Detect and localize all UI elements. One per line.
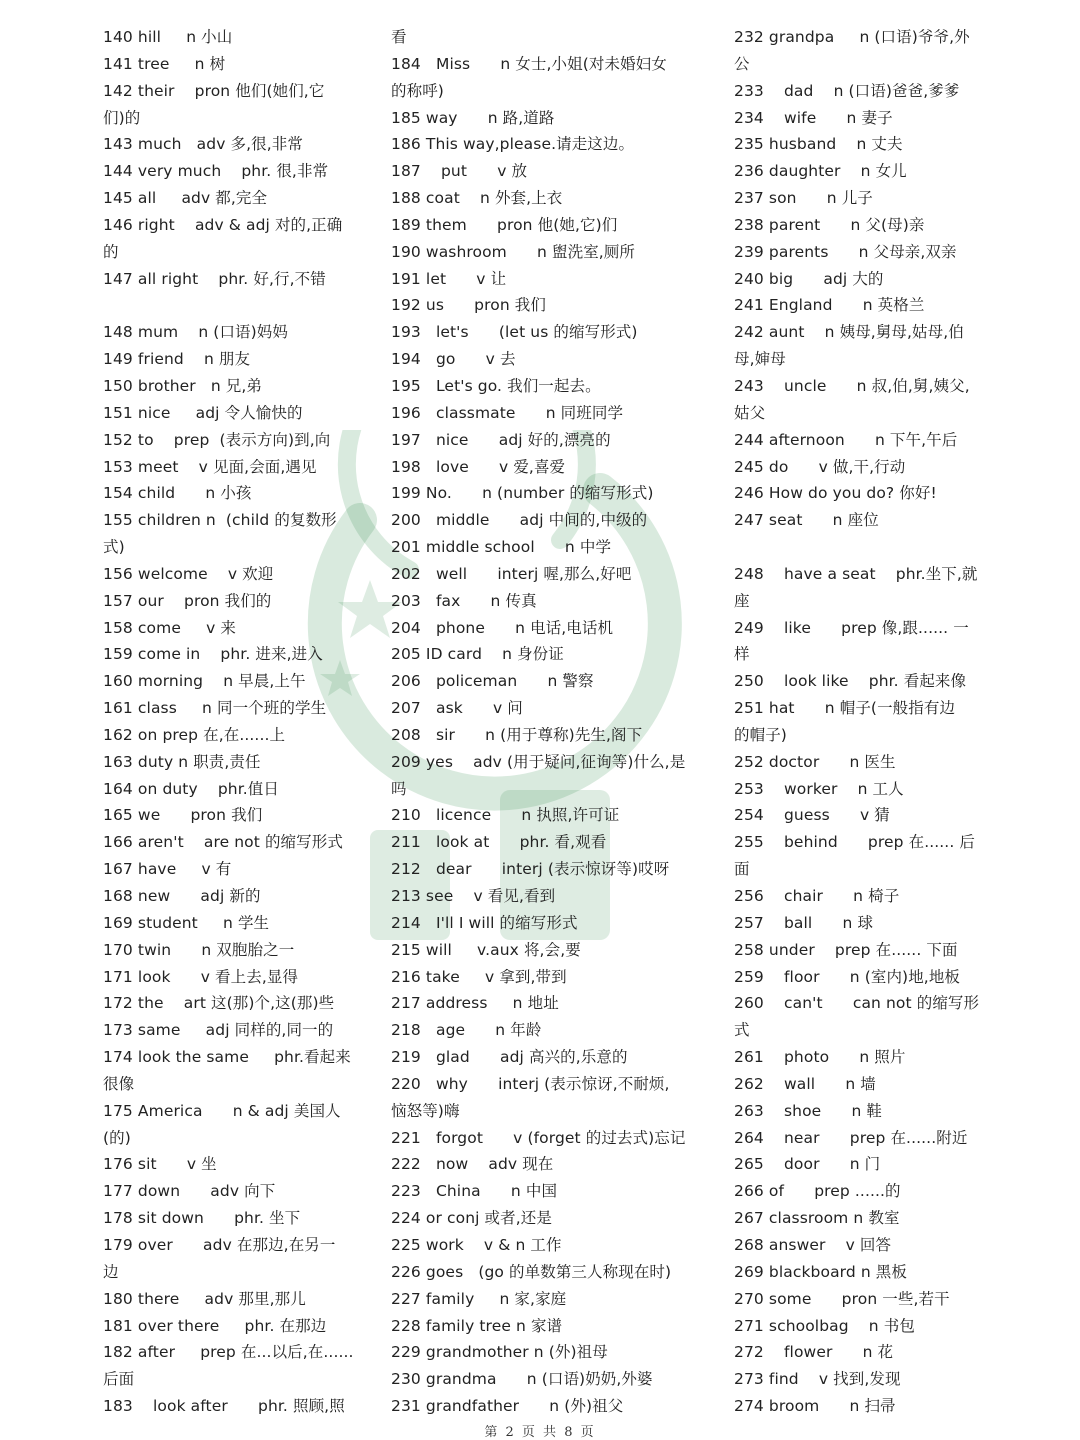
vocab-line: 154 child n 小孩 (103, 484, 252, 503)
vocab-line: 225 work v & n 工作 (391, 1235, 562, 1254)
vocab-line: 248 have a seat phr.坐下,就 (734, 564, 978, 583)
vocab-line: 147 all right phr. 好,行,不错 (103, 269, 326, 288)
vocab-line: 212 dear interj (表示惊讶等)哎呀 (391, 860, 670, 879)
vocab-line: 257 ball n 球 (734, 913, 874, 932)
vocab-line: 210 licence n 执照,许可证 (391, 806, 620, 825)
vocab-line: 162 on prep 在,在......上 (103, 725, 286, 744)
vocab-line: 232 grandpa n (口语)爷爷,外 (734, 28, 970, 46)
page-footer: 第 2 页 共 8 页 (484, 1425, 596, 1440)
vocab-line: 193 let's (let us 的缩写形式) (391, 323, 638, 342)
vocab-line: 189 them pron 他(她,它)们 (391, 215, 618, 234)
vocab-line: 202 well interj 喔,那么,好吧 (391, 564, 632, 583)
vocab-line: 公 (734, 54, 750, 73)
vocab-line: 240 big adj 大的 (734, 269, 884, 288)
vocab-line: 251 hat n 帽子(一般指有边 (734, 699, 956, 718)
vocab-line: 252 doctor n 医生 (734, 752, 896, 771)
vocab-line: 245 do v 做,干,行动 (734, 457, 906, 476)
vocab-line: 式) (103, 538, 125, 557)
vocab-line: 250 look like phr. 看起来像 (734, 672, 967, 691)
vocab-line: 158 come v 来 (103, 618, 236, 637)
vocab-line: 们)的 (103, 108, 141, 127)
vocab-line: 式 (734, 1021, 750, 1040)
vocab-line: 后面 (103, 1370, 135, 1389)
vocab-line: 母,婶母 (734, 350, 786, 369)
vocab-line: 217 address n 地址 (391, 994, 559, 1013)
vocab-line: 243 uncle n 叔,伯,舅,姨父, (734, 376, 970, 395)
vocab-line: 197 nice adj 好的,漂亮的 (391, 430, 611, 449)
vocab-line: 260 can't can not 的缩写形 (734, 994, 980, 1013)
vocab-line: 145 all adv 都,完全 (103, 189, 268, 208)
vocab-line: 222 now adv 现在 (391, 1155, 554, 1174)
vocab-line: 面 (734, 860, 750, 879)
vocab-line: 恼怒等)嗨 (391, 1101, 460, 1120)
vocab-line: 198 love v 爱,喜爱 (391, 457, 566, 476)
vocab-line: 182 after prep 在...以后,在...... (103, 1343, 354, 1362)
vocab-line: 208 sir n (用于尊称)先生,阁下 (391, 725, 643, 744)
vocab-line: 242 aunt n 姨母,舅母,姑母,伯 (734, 323, 964, 342)
vocab-line: 227 family n 家,家庭 (391, 1289, 567, 1308)
vocab-line: 201 middle school n 中学 (391, 538, 612, 557)
vocab-line: 148 mum n (口语)妈妈 (103, 323, 288, 342)
vocab-line: 211 look at phr. 看,观看 (391, 833, 607, 852)
vocab-line: 271 schoolbag n 书包 (734, 1316, 915, 1335)
vocab-line: 155 children n (child 的复数形 (103, 511, 337, 530)
vocab-line: 254 guess v 猜 (734, 806, 890, 825)
vocab-line: 边 (103, 1262, 119, 1281)
vocab-line: 161 class n 同一个班的学生 (103, 699, 327, 718)
vocab-line: 196 classmate n 同班同学 (391, 403, 624, 422)
vocabulary-columns (0, 24, 1080, 1414)
vocab-line: 205 ID card n 身份证 (391, 645, 564, 664)
vocab-line: 199 No. n (number 的缩写形式) (391, 484, 654, 503)
vocab-line: 192 us pron 我们 (391, 296, 546, 315)
vocab-line: 258 under prep 在...... 下面 (734, 940, 958, 959)
vocab-line: 213 see v 看见,看到 (391, 887, 556, 905)
vocab-line: 188 coat n 外套,上衣 (391, 189, 563, 208)
vocab-line: 179 over adv 在那边,在另一 (103, 1235, 336, 1254)
vocab-line: 164 on duty phr.值日 (103, 779, 280, 798)
vocab-line: 238 parent n 父(母)亲 (734, 215, 925, 234)
vocab-line: 268 answer v 回答 (734, 1235, 892, 1254)
vocab-line: 256 chair n 椅子 (734, 887, 900, 905)
vocab-line: 215 will v.aux 将,会,要 (391, 940, 581, 959)
vocab-line: 220 why interj (表示惊讶,不耐烦, (391, 1074, 670, 1093)
vocab-line: 216 take v 拿到,带到 (391, 967, 567, 986)
vocab-line: 的 (103, 242, 119, 261)
vocab-line: 175 America n & adj 美国人 (103, 1101, 341, 1120)
vocab-line: 185 way n 路,道路 (391, 108, 555, 127)
vocab-line: 224 or conj 或者,还是 (391, 1209, 552, 1228)
vocab-line: 234 wife n 妻子 (734, 108, 893, 127)
vocab-line: 246 How do you do? 你好! (734, 484, 937, 503)
vocab-line: 273 find v 找到,发现 (734, 1370, 901, 1389)
vocab-line (103, 292, 365, 319)
vocab-column-2 (391, 24, 707, 1420)
vocab-column-1 (103, 24, 365, 1420)
vocab-line: 207 ask v 问 (391, 699, 523, 718)
vocab-line: 181 over there phr. 在那边 (103, 1316, 327, 1335)
vocab-line: 270 some pron 一些,若干 (734, 1289, 950, 1308)
vocab-line: 226 goes (go 的单数第三人称现在时) (391, 1262, 672, 1281)
vocab-line: 座 (734, 591, 750, 610)
vocab-line: 166 aren't are not 的缩写形式 (103, 833, 343, 852)
vocab-line: 209 yes adv (用于疑问,征询等)什么,是 (391, 752, 686, 771)
vocab-line: 230 grandma n (口语)奶奶,外婆 (391, 1370, 653, 1389)
vocab-line: 168 new adj 新的 (103, 887, 261, 905)
vocab-line: 239 parents n 父母亲,双亲 (734, 242, 957, 261)
vocab-line: 157 our pron 我们的 (103, 591, 272, 610)
vocab-line: 167 have v 有 (103, 860, 232, 879)
vocab-line: 204 phone n 电话,电话机 (391, 618, 614, 637)
vocab-line: 269 blackboard n 黑板 (734, 1262, 907, 1281)
vocab-line: 223 China n 中国 (391, 1182, 558, 1201)
vocab-line: 266 of prep ......的 (734, 1182, 901, 1201)
vocab-line: 247 seat n 座位 (734, 511, 879, 530)
vocab-line: 231 grandfather n (外)祖父 (391, 1397, 624, 1416)
vocab-line: 235 husband n 丈夫 (734, 135, 903, 154)
vocab-line: 156 welcome v 欢迎 (103, 564, 274, 583)
vocab-line: 184 Miss n 女士,小姐(对未婚妇女 (391, 54, 667, 73)
vocab-line: 187 put v 放 (391, 162, 528, 181)
vocab-line: 177 down adv 向下 (103, 1182, 276, 1201)
vocab-line: 229 grandmother n (外)祖母 (391, 1343, 608, 1362)
vocab-line: 221 forgot v (forget 的过去式)忘记 (391, 1128, 686, 1147)
vocab-line: 150 brother n 兄,弟 (103, 376, 263, 395)
vocab-line: 165 we pron 我们 (103, 806, 263, 825)
vocab-line: 233 dad n (口语)爸爸,爹爹 (734, 81, 960, 100)
vocab-line: 267 classroom n 教室 (734, 1209, 900, 1228)
vocab-line: 样 (734, 645, 750, 664)
vocab-line: 174 look the same phr.看起来 (103, 1048, 351, 1067)
vocab-line: 178 sit down phr. 坐下 (103, 1209, 301, 1228)
vocab-line: 203 fax n 传真 (391, 591, 537, 610)
vocab-line: 140 hill n 小山 (103, 28, 233, 46)
vocab-line: 看 (391, 28, 407, 46)
vocab-line: 141 tree n 树 (103, 54, 226, 73)
vocab-line: 153 meet v 见面,会面,遇见 (103, 457, 317, 476)
vocab-line: 259 floor n (室内)地,地板 (734, 967, 961, 986)
vocab-line: 173 same adj 同样的,同一的 (103, 1021, 334, 1040)
vocab-line: 169 student n 学生 (103, 913, 270, 932)
vocab-line: 很像 (103, 1074, 135, 1093)
vocab-line: 236 daughter n 女儿 (734, 162, 907, 181)
vocab-line: 218 age n 年龄 (391, 1021, 542, 1040)
vocab-line: 237 son n 儿子 (734, 189, 873, 208)
vocab-line: 172 the art 这(那)个,这(那)些 (103, 994, 335, 1013)
vocab-line: 152 to prep (表示方向)到,向 (103, 430, 331, 449)
vocab-line: 160 morning n 早晨,上午 (103, 672, 306, 691)
vocab-line: 261 photo n 照片 (734, 1048, 906, 1067)
vocab-line: 241 England n 英格兰 (734, 296, 925, 315)
vocab-line: 274 broom n 扫帚 (734, 1397, 896, 1416)
vocab-line: 的帽子) (734, 725, 787, 744)
vocab-line: 255 behind prep 在...... 后 (734, 833, 975, 852)
vocab-line: 176 sit v 坐 (103, 1155, 217, 1174)
vocab-line: 190 washroom n 盥洗室,厕所 (391, 242, 636, 261)
vocab-line: 163 duty n 职责,责任 (103, 752, 261, 771)
vocab-line: 144 very much phr. 很,非常 (103, 162, 329, 181)
vocab-line: 228 family tree n 家谱 (391, 1316, 563, 1335)
vocab-line: 姑父 (734, 403, 766, 422)
vocab-line: 253 worker n 工人 (734, 779, 904, 798)
vocab-line: 183 look after phr. 照顾,照 (103, 1397, 345, 1416)
vocab-line: (的) (103, 1128, 131, 1147)
vocab-line: 249 like prep 像,跟...... 一 (734, 618, 969, 637)
vocab-column-3 (734, 24, 990, 1420)
vocab-line: 170 twin n 双胞胎之一 (103, 940, 295, 959)
vocab-line: 吗 (391, 779, 407, 798)
vocab-line: 219 glad adj 高兴的,乐意的 (391, 1048, 628, 1067)
vocab-line (734, 534, 990, 561)
vocab-line: 214 I'll I will 的缩写形式 (391, 913, 578, 932)
vocab-line: 264 near prep 在......附近 (734, 1128, 968, 1147)
vocab-line: 244 afternoon n 下午,午后 (734, 430, 958, 449)
vocab-line: 195 Let's go. 我们一起去。 (391, 376, 601, 395)
vocab-line: 194 go v 去 (391, 350, 516, 369)
vocab-line: 142 their pron 他们(她们,它 (103, 81, 325, 100)
vocab-line: 180 there adv 那里,那儿 (103, 1289, 306, 1308)
vocab-line: 159 come in phr. 进来,进入 (103, 645, 323, 664)
vocab-line: 262 wall n 墙 (734, 1074, 876, 1093)
vocab-line: 的称呼) (391, 81, 444, 100)
vocab-line: 206 policeman n 警察 (391, 672, 594, 691)
vocab-line: 171 look v 看上去,显得 (103, 967, 299, 986)
vocab-line: 149 friend n 朋友 (103, 350, 251, 369)
vocab-line: 143 much adv 多,很,非常 (103, 135, 303, 154)
vocab-line: 265 door n 门 (734, 1155, 881, 1174)
vocab-line: 263 shoe n 鞋 (734, 1101, 883, 1120)
vocab-line: 191 let v 让 (391, 269, 507, 288)
vocab-line: 200 middle adj 中间的,中级的 (391, 511, 648, 530)
vocab-line: 151 nice adj 令人愉快的 (103, 403, 303, 422)
vocab-line: 186 This way,please.请走这边。 (391, 135, 635, 154)
vocab-line: 272 flower n 花 (734, 1343, 894, 1362)
vocab-line: 146 right adv & adj 对的,正确 (103, 215, 343, 234)
